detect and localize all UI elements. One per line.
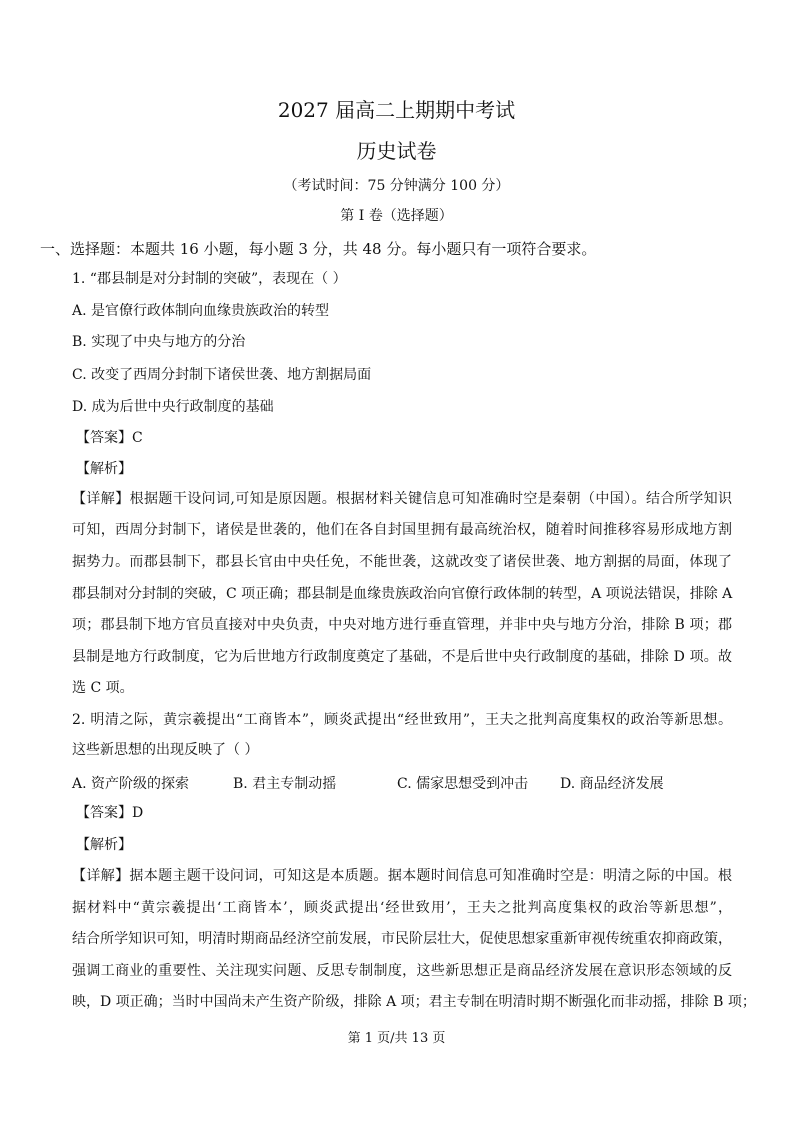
q1-detail-line: 可知，西周分封制下，诸侯是世袭的，他们在各自封国里拥有最高统治权，随着时间推移容易形成地方割	[72, 522, 732, 538]
q2-option-d: D. 商品经济发展	[560, 776, 664, 792]
q1-stem: 1. “郡县制是对分封制的突破”，表现在（ ）	[72, 271, 347, 287]
q1-detail-line: 选 C 项。	[72, 680, 134, 696]
q2-detail-line: 【详解】据本题主题干设问词，可知这是本质题。据本题时间信息可知准确时空是：明清之际的中国。根	[72, 868, 732, 884]
q1-detail-line: 县制是地方行政制度，它为后世地方行政制度奠定了基础，不是后世中央行政制度的基础，排除 D 项。故	[72, 649, 732, 665]
exam-info: （考试时间：75 分钟满分 100 分）	[283, 178, 510, 194]
q2-stem-line: 2. 明清之际，黄宗羲提出“工商皆本”，顾炎武提出“经世致用”，王夫之批判高度集权的政治等新思想。	[72, 712, 732, 728]
q2-detail-line: 映，D 项正确；当时中国尚未产生资产阶级，排除 A 项；君主专制在明清时期不断强化而非动摇，排除 B 项；	[72, 994, 756, 1010]
q2-detail-line: 据材料中“黄宗羲提出‘工商皆本’，顾炎武提出‘经世致用’，王夫之批判高度集权的政治等新思想”，	[72, 900, 732, 916]
page-footer: 第 1 页/共 13 页	[347, 1031, 446, 1046]
section-instructions: 一、选择题：本题共 16 小题，每小题 3 分，共 48 分。每小题只有一项符合要求。	[40, 240, 597, 258]
subject-title: 历史试卷	[356, 139, 437, 163]
q1-detail-line: 【详解】根据题干设问词,可知是原因题。根据材料关键信息可知准确时空是秦朝（中国）。结合所学知识	[72, 491, 732, 507]
q1-analysis-label: 【解析】	[76, 461, 132, 477]
volume-heading: 第 I 卷（选择题）	[340, 208, 453, 224]
q2-option-b: B. 君主专制动摇	[233, 776, 337, 792]
q1-detail-line: 郡县制对分封制的突破，C 项正确；郡县制是血缘贵族政治向官僚行政体制的转型，A 项说法错误，排除 A	[72, 586, 733, 602]
q1-detail-line: 据势力。而郡县制下，郡县长官由中央任免，不能世袭，这就改变了诸侯世袭、地方割据的局面，体现了	[72, 554, 732, 570]
q1-option-c: C. 改变了西周分封制下诸侯世袭、地方割据局面	[72, 367, 372, 383]
q1-option-b: B. 实现了中央与地方的分治	[72, 334, 246, 350]
q2-answer: 【答案】D	[76, 805, 144, 821]
q2-analysis-label: 【解析】	[76, 837, 132, 853]
q1-answer: 【答案】C	[76, 430, 143, 446]
q2-detail-line: 结合所学知识可知，明清时期商品经济空前发展，市民阶层壮大，促使思想家重新审视传统重农抑商政策，	[72, 931, 732, 947]
q1-detail-line: 项；郡县制下地方官员直接对中央负责，中央对地方进行垂直管理，并非中央与地方分治，排除 B 项；郡	[72, 617, 732, 633]
q2-option-c: C. 儒家思想受到冲击	[397, 776, 529, 792]
q2-option-a: A. 资产阶级的探索	[72, 776, 190, 792]
q1-option-a: A. 是官僚行政体制向血缘贵族政治的转型	[72, 303, 330, 319]
q2-stem-line: 这些新思想的出现反映了（ ）	[72, 742, 259, 758]
exam-title: 2027 届高二上期期中考试	[277, 98, 516, 122]
q2-detail-line: 强调工商业的重要性、关注现实问题、反思专制制度，这些新思想正是商品经济发展在意识形态领域的反	[72, 963, 732, 979]
q1-option-d: D. 成为后世中央行政制度的基础	[72, 399, 274, 415]
